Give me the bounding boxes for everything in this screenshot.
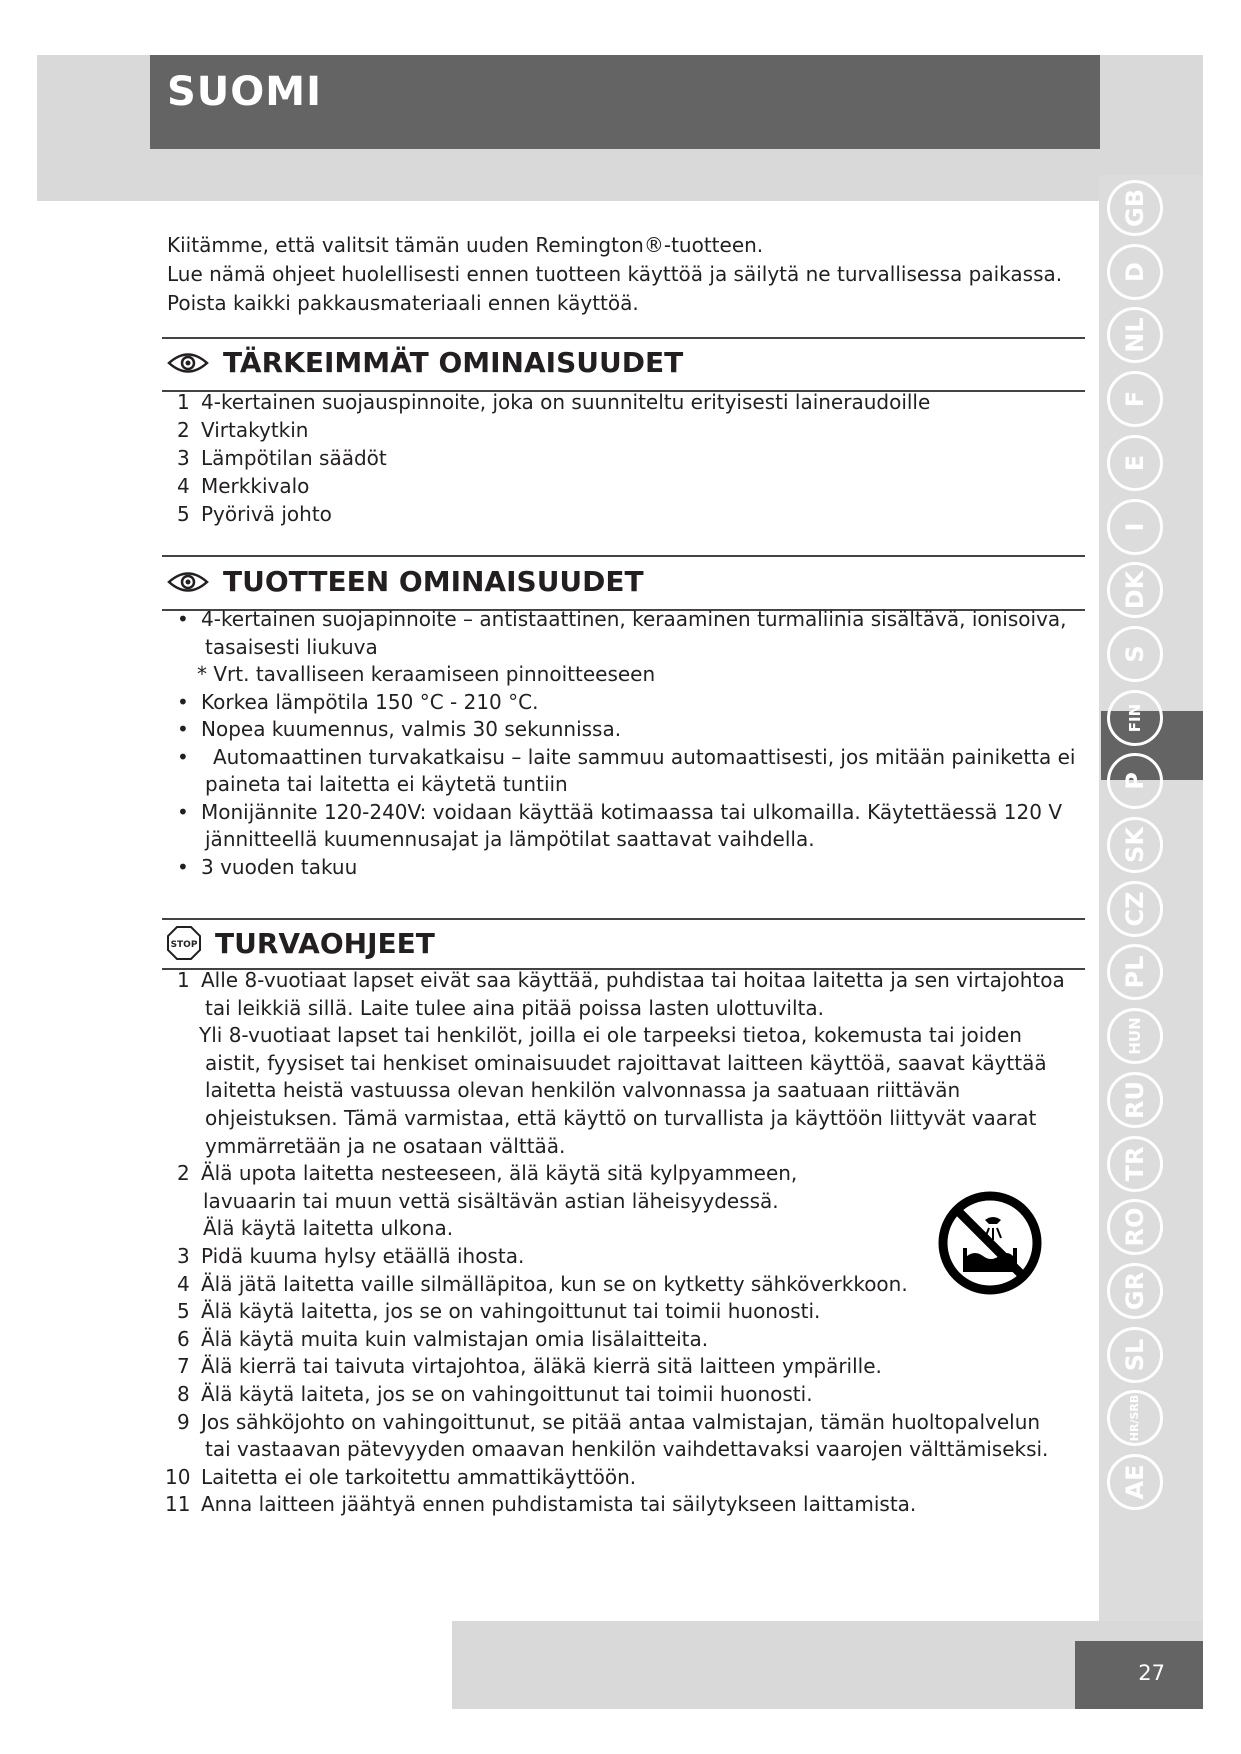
item-text: Älä käytä laitetta, jos se on vahingoittunut tai toimii huonosti. — [201, 1299, 821, 1324]
language-tab-hr-srb — [1107, 1390, 1163, 1446]
bullet: • — [177, 854, 189, 879]
item-number: 6 — [177, 1326, 190, 1351]
list-item — [177, 388, 930, 416]
item-text: Älä jätä laitetta vaille silmälläpitoa, kun se on kytketty sähköverkkoon. — [201, 1271, 908, 1296]
bullet: • — [177, 717, 189, 741]
intro-line: Lue nämä ohjeet huolellisesti ennen tuotteen käyttöä ja säilytä ne turvallisessa paikassa. — [167, 262, 1063, 286]
bullet: • — [177, 689, 189, 714]
intro-text — [167, 231, 1062, 318]
language-tab-label: P — [1121, 772, 1149, 791]
features-title: TÄRKEIMMÄT OMINAISUUDET — [223, 346, 684, 379]
language-tab-i — [1107, 499, 1163, 555]
item-number: 4 — [177, 474, 190, 498]
item-text: Automaattinen turvakatkaisu – laite sammuu automaattisesti, jos mitään painiketta ei — [213, 744, 1076, 769]
eye-icon — [167, 569, 209, 595]
page-title: SUOMI — [167, 69, 322, 115]
language-tab-label: RU — [1121, 1080, 1149, 1119]
item-text-continued: Älä käytä laitetta ulkona. — [203, 1216, 454, 1241]
language-tab-label: D — [1121, 261, 1149, 282]
item-number: 10 — [165, 1464, 191, 1489]
intro-line: Poista kaikki pakkausmateriaali ennen käyttöä. — [167, 291, 639, 315]
list-item — [177, 1243, 1065, 1271]
language-tab-tr — [1107, 1136, 1163, 1192]
language-tab-label: FIN — [1126, 703, 1144, 732]
list-item — [177, 472, 930, 500]
safety-list — [165, 967, 1065, 1519]
list-item — [177, 1409, 1065, 1437]
language-tab-dk — [1107, 562, 1163, 618]
language-tab-label: NL — [1121, 317, 1149, 354]
language-tab-sk — [1107, 817, 1163, 873]
product-heading — [167, 565, 644, 598]
item-number: 2 — [177, 1161, 190, 1186]
item-footnote: * Vrt. tavalliseen keraamiseen pinnoitteeseen — [197, 662, 656, 686]
language-tab-fin — [1107, 690, 1163, 746]
item-number: 8 — [177, 1381, 190, 1406]
language-tab-ru — [1107, 1072, 1163, 1128]
language-tab-label: CZ — [1121, 891, 1149, 927]
language-tab-cz — [1107, 881, 1163, 937]
list-item — [177, 1381, 1065, 1409]
language-tab-label: DK — [1121, 570, 1149, 610]
item-number: 2 — [177, 418, 190, 442]
item-text-continued: ohjeistuksen. Tämä varmistaa, että käyttö on turvallista ja käyttöön liittyvät vaarat — [205, 1105, 1037, 1130]
item-text: Pyörivä johto — [201, 502, 332, 526]
item-text: Korkea lämpötila 150 °C - 210 °C. — [201, 689, 539, 714]
list-item — [177, 689, 1076, 717]
features-heading — [167, 346, 683, 379]
list-item — [165, 1491, 1065, 1519]
language-tab-label: S — [1121, 645, 1149, 663]
item-number: 9 — [177, 1409, 190, 1434]
language-tab-ro — [1107, 1199, 1163, 1255]
language-tab-d — [1107, 244, 1163, 300]
language-tab-p — [1107, 753, 1163, 809]
language-tab-label: TR — [1121, 1146, 1149, 1181]
language-tab-label: GB — [1121, 189, 1149, 227]
list-item — [177, 444, 930, 472]
list-item — [177, 854, 1076, 882]
language-tab-sl — [1107, 1327, 1163, 1383]
item-text-continued: paineta tai laitetta ei käytetä tuntiin — [205, 772, 568, 796]
stop-label: STOP — [170, 940, 198, 950]
item-number: 1 — [177, 390, 190, 414]
bullet: • — [177, 744, 189, 769]
list-item — [177, 416, 930, 444]
language-tab-label: I — [1121, 522, 1149, 531]
list-item — [165, 1464, 1065, 1492]
language-tab-e — [1107, 435, 1163, 491]
language-tab-gr — [1107, 1263, 1163, 1319]
language-tab-label: AE — [1121, 1464, 1149, 1500]
item-text: Merkkivalo — [201, 474, 310, 498]
list-item — [177, 1353, 1065, 1381]
bullet: • — [177, 799, 189, 824]
list-item — [177, 1271, 1065, 1299]
list-item — [177, 606, 1076, 634]
item-text: Pidä kuuma hylsy etäällä ihosta. — [201, 1243, 525, 1268]
language-tab-ae — [1107, 1454, 1163, 1510]
item-number: 7 — [177, 1354, 190, 1379]
no-water-warning-icon — [937, 1190, 1043, 1296]
item-text: 3 vuoden takuu — [201, 854, 358, 879]
language-tab-label: RO — [1121, 1207, 1149, 1247]
list-item — [177, 1326, 1065, 1354]
safety-heading — [167, 926, 435, 960]
item-text: Anna laitteen jäähtyä ennen puhdistamista tai säilytykseen laittamista. — [201, 1492, 917, 1517]
language-tab-gb — [1107, 180, 1163, 236]
eye-icon — [167, 350, 209, 376]
item-text: Älä upota laitetta nesteeseen, älä käytä sitä kylpyammeen, — [201, 1161, 798, 1186]
item-text: Monijännite 120-240V: voidaan käyttää kotimaassa tai ulkomailla. Käytettäessä 120 V — [201, 799, 1062, 824]
language-tab-label: E — [1121, 454, 1149, 471]
language-tab-label: PL — [1121, 955, 1149, 989]
item-number: 1 — [177, 968, 190, 992]
item-text-continued: jännitteellä kuumennusajat ja lämpötilat saattavat vaihdella. — [205, 827, 815, 851]
item-text: Lämpötilan säädöt — [201, 446, 387, 470]
item-text: Älä käytä muita kuin valmistajan omia lisälaitteita. — [201, 1326, 709, 1351]
item-text: Jos sähköjohto on vahingoittunut, se pitää antaa valmistajan, tämän huoltopalvelun — [201, 1409, 1041, 1434]
item-text: Virtakytkin — [201, 418, 309, 442]
item-text-continued: lavuaarin tai muun vettä sisältävän astian läheisyydessä. — [203, 1188, 779, 1213]
item-text: Älä kierrä tai taivuta virtajohtoa, äläkä kierrä sitä laitteen ympärille. — [201, 1354, 882, 1379]
item-number: 3 — [177, 446, 190, 470]
language-tab-s — [1107, 626, 1163, 682]
page-number-box — [1075, 1641, 1203, 1709]
item-text-continued: tasaisesti liukuva — [205, 634, 378, 659]
item-text: Alle 8-vuotiaat lapset eivät saa käyttää, puhdistaa tai hoitaa laitetta ja sen virtajohtoa — [201, 968, 1065, 992]
list-item — [177, 1298, 1065, 1326]
page-number: 27 — [1138, 1661, 1165, 1685]
language-tab-label: F — [1121, 390, 1149, 408]
item-text-continued: Yli 8-vuotiaat lapset tai henkilöt, joilla ei ole tarpeeksi tietoa, kokemusta tai joiden — [199, 1023, 1022, 1048]
language-tab-label: SL — [1121, 1338, 1149, 1371]
intro-line: Kiitämme, että valitsit tämän uuden Remington®-tuotteen. — [167, 233, 764, 257]
language-tab-label: GR — [1121, 1271, 1149, 1310]
item-text-continued: tai leikkiä sillä. Laite tulee aina pitää poissa lasten ulottuvilta. — [205, 995, 824, 1020]
list-item — [177, 500, 930, 528]
language-tab-nl — [1107, 307, 1163, 363]
safety-title: TURVAOHJEET — [215, 926, 435, 960]
item-number: 3 — [177, 1243, 190, 1268]
item-text-continued: laitetta heistä vastuussa olevan henkilön valvonnassa ja saatuaan riittävän — [205, 1078, 961, 1103]
language-tab-hun — [1107, 1008, 1163, 1064]
stop-icon — [167, 926, 201, 960]
language-tab-label: SK — [1121, 827, 1149, 863]
language-tab-label: HR/SRB — [1128, 1395, 1141, 1442]
language-tab-label: HUN — [1126, 1017, 1144, 1055]
bullet: • — [177, 607, 189, 631]
item-text: 4-kertainen suojapinnoite – antistaattinen, keraaminen turmaliinia sisältävä, ionisoiva, — [201, 607, 1067, 631]
item-text-continued: tai vastaavan pätevyyden omaavan henkilön vaihdettavaksi vaarojen välttämiseksi. — [205, 1437, 1049, 1462]
title-bar — [150, 55, 1100, 149]
section-divider — [162, 555, 1085, 557]
item-text: 4-kertainen suojauspinnoite, joka on suunniteltu erityisesti laineraudoille — [201, 390, 931, 414]
language-tab-pl — [1107, 944, 1163, 1000]
item-number: 4 — [177, 1271, 190, 1296]
item-text: Nopea kuumennus, valmis 30 sekunnissa. — [201, 717, 622, 741]
item-number: 5 — [177, 1299, 190, 1324]
section-divider — [162, 337, 1085, 339]
item-text-continued: aistit, fyysiset tai henkiset ominaisuudet rajoittavat laitteen käyttöä, saavat käyttää — [205, 1050, 1047, 1075]
item-text-continued: ymmärretään ja ne osataan välttää. — [205, 1133, 566, 1158]
list-item — [177, 1160, 1065, 1188]
list-item — [177, 799, 1076, 827]
product-list — [177, 606, 1076, 881]
list-item — [177, 744, 1076, 772]
features-list — [177, 388, 930, 528]
item-number: 11 — [165, 1492, 191, 1517]
list-item — [177, 716, 1076, 744]
product-title: TUOTTEEN OMINAISUUDET — [223, 565, 644, 598]
section-divider — [162, 918, 1085, 920]
item-text: Laitetta ei ole tarkoitettu ammattikäyttöön. — [201, 1464, 637, 1489]
item-number: 5 — [177, 502, 190, 526]
item-text: Älä käytä laiteta, jos se on vahingoittunut tai toimii huonosti. — [201, 1381, 813, 1406]
list-item — [177, 967, 1065, 995]
language-tab-f — [1107, 371, 1163, 427]
